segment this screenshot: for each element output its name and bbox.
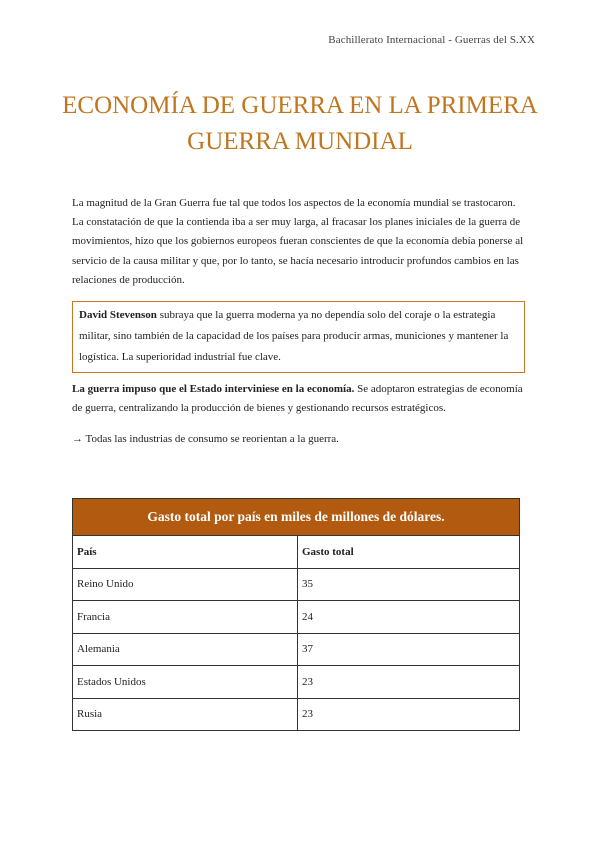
country-cell: Reino Unido [73,568,298,601]
state-intervention-paragraph [72,380,527,418]
quote-text: subraya que la guerra moderna ya no dependía solo del coraje o la estrategia militar, sino también de la capacidad de los países para producir armas, municiones y mantener la logística. La superioridad industrial fue clave. [79,309,509,363]
country-cell: Francia [73,601,298,634]
table-row [73,698,520,731]
country-cell: Alemania [73,633,298,666]
total-cell: 23 [298,666,520,699]
table-header-row [73,536,520,569]
arrow-note: → Todas las industrias de consumo se reorientan a la guerra. [72,433,339,445]
state-intervention-text: Se adoptaron estrategias de economía de guerra, centralizando la producción de bienes y gestionando recursos estratégicos. [72,383,523,415]
column-header-total: Gasto total [298,536,520,569]
quote-author: David Stevenson [79,309,157,321]
country-cell: Rusia [73,698,298,731]
table-row [73,666,520,699]
total-cell: 24 [298,601,520,634]
spending-table [72,498,520,731]
total-cell: 35 [298,568,520,601]
table-row [73,568,520,601]
table-caption: Gasto total por país en miles de millones de dólares. [73,499,520,536]
quote-box [72,301,525,373]
total-cell: 37 [298,633,520,666]
column-header-country: País [73,536,298,569]
country-cell: Estados Unidos [73,666,298,699]
running-header: Bachillerato Internacional - Guerras del S.XX [328,34,535,46]
state-intervention-lead: La guerra impuso que el Estado interviniese en la economía. [72,383,355,395]
total-cell: 23 [298,698,520,731]
table-row [73,601,520,634]
table-row [73,633,520,666]
page-title: ECONOMÍA DE GUERRA EN LA PRIMERA GUERRA MUNDIAL [62,92,538,155]
intro-paragraph: La magnitud de la Gran Guerra fue tal que todos los aspectos de la economía mundial se trastocaron. La constatación de que la contienda iba a ser muy larga, al fracasar los planes iniciales de la guerra de movimientos, hizo que los gobiernos europeos fueran conscientes de que la economía debía ponerse al servicio de la causa militar y que, por lo tanto, se hacía necesario introducir profundos cambios en las relaciones de producción. [72,197,524,286]
